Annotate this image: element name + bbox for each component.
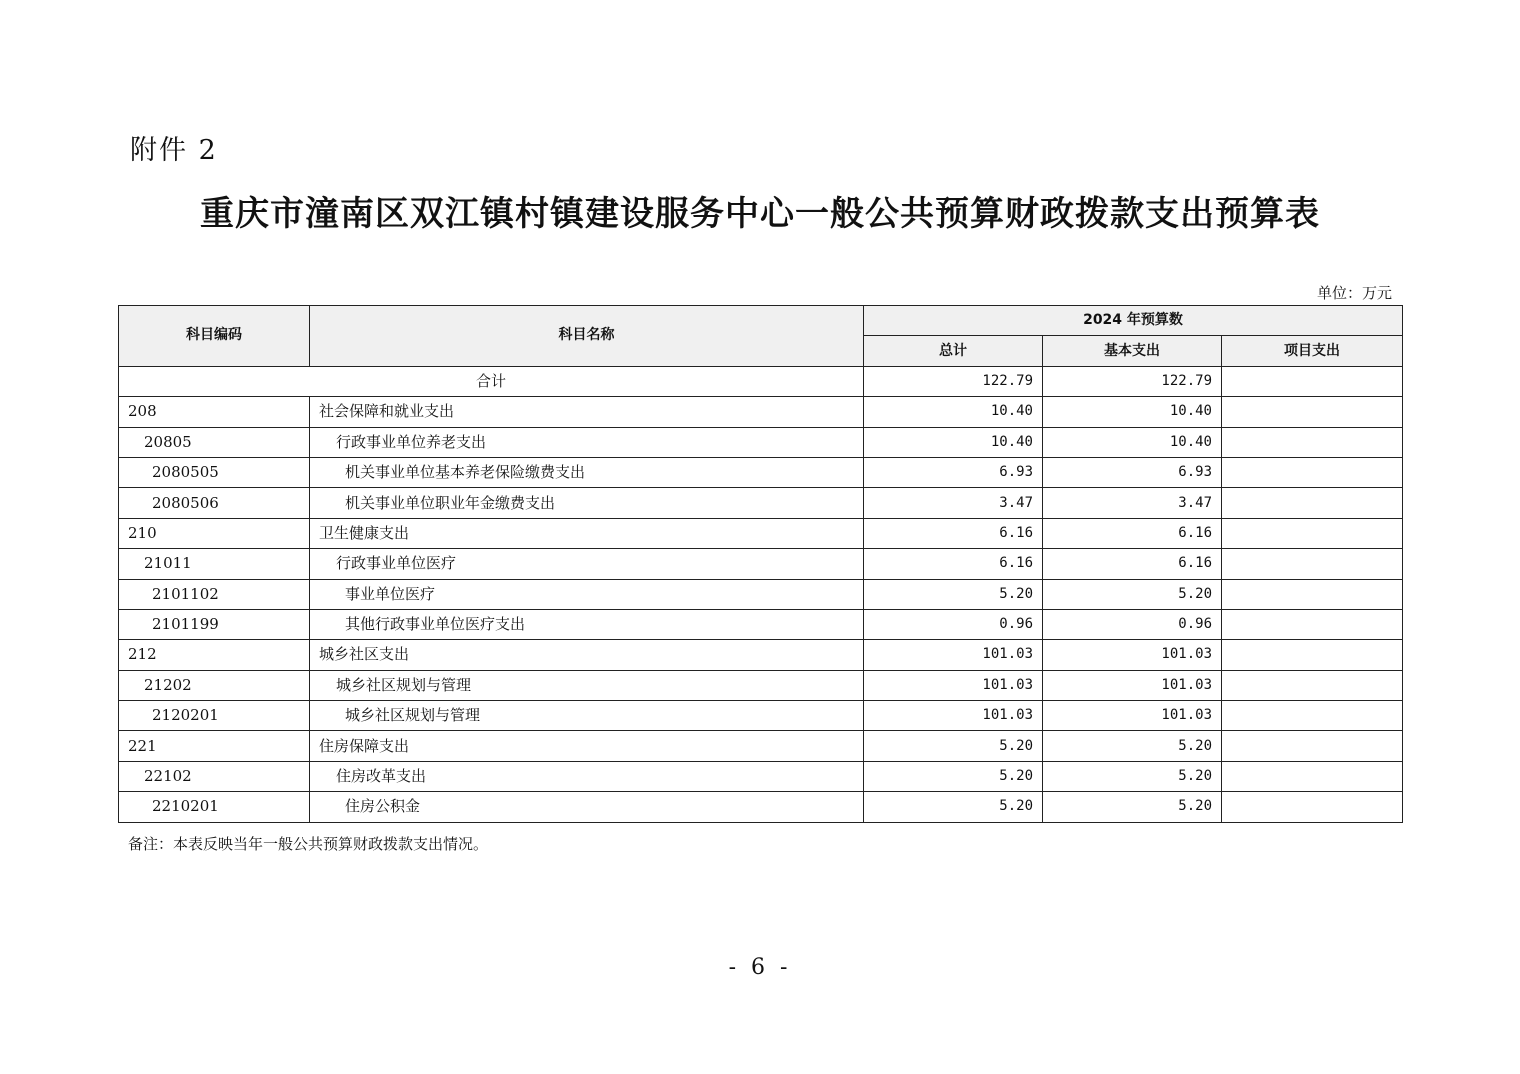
cell-basic: 10.40 [1043, 397, 1222, 427]
cell-project [1222, 761, 1403, 791]
total-project [1222, 366, 1403, 396]
total-basic: 122.79 [1043, 366, 1222, 396]
cell-total: 0.96 [864, 609, 1043, 639]
unit-label: 单位：万元 [1316, 284, 1392, 302]
cell-total: 101.03 [864, 670, 1043, 700]
cell-project [1222, 701, 1403, 731]
cell-code: 208 [119, 397, 310, 427]
cell-project [1222, 549, 1403, 579]
cell-project [1222, 518, 1403, 548]
table-row [119, 397, 1403, 427]
cell-project [1222, 670, 1403, 700]
table-row [119, 792, 1403, 822]
cell-total: 10.40 [864, 427, 1043, 457]
total-total: 122.79 [864, 366, 1043, 396]
cell-name: 卫生健康支出 [310, 518, 864, 548]
cell-basic: 5.20 [1043, 731, 1222, 761]
header-budget-group: 2024 年预算数 [864, 306, 1403, 336]
header-total: 总计 [864, 336, 1043, 366]
cell-code: 20805 [119, 427, 310, 457]
cell-project [1222, 397, 1403, 427]
cell-total: 5.20 [864, 579, 1043, 609]
cell-code: 2080506 [119, 488, 310, 518]
cell-basic: 5.20 [1043, 761, 1222, 791]
page-title: 重庆市潼南区双江镇村镇建设服务中心一般公共预算财政拨款支出预算表 [200, 194, 1320, 234]
cell-code: 21011 [119, 549, 310, 579]
cell-basic: 6.93 [1043, 457, 1222, 487]
total-label: 合计 [119, 366, 864, 396]
footnote: 备注：本表反映当年一般公共预算财政拨款支出情况。 [128, 835, 489, 853]
table-row [119, 670, 1403, 700]
cell-name: 事业单位医疗 [310, 579, 864, 609]
cell-code: 22102 [119, 761, 310, 791]
cell-code: 21202 [119, 670, 310, 700]
cell-code: 2101102 [119, 579, 310, 609]
table-row [119, 609, 1403, 639]
cell-name: 住房改革支出 [310, 761, 864, 791]
cell-project [1222, 731, 1403, 761]
cell-code: 2101199 [119, 609, 310, 639]
table-row [119, 549, 1403, 579]
cell-project [1222, 640, 1403, 670]
budget-table [118, 305, 1403, 823]
cell-code: 210 [119, 518, 310, 548]
total-row [119, 366, 1403, 396]
table-row [119, 701, 1403, 731]
cell-name: 机关事业单位职业年金缴费支出 [310, 488, 864, 518]
cell-code: 212 [119, 640, 310, 670]
cell-basic: 101.03 [1043, 701, 1222, 731]
page-number: - 6 - [728, 955, 792, 980]
table-row [119, 640, 1403, 670]
cell-basic: 0.96 [1043, 609, 1222, 639]
header-basic: 基本支出 [1043, 336, 1222, 366]
cell-name: 城乡社区规划与管理 [310, 670, 864, 700]
cell-basic: 5.20 [1043, 792, 1222, 822]
cell-name: 城乡社区支出 [310, 640, 864, 670]
cell-name: 住房保障支出 [310, 731, 864, 761]
header-project: 项目支出 [1222, 336, 1403, 366]
cell-basic: 5.20 [1043, 579, 1222, 609]
cell-basic: 6.16 [1043, 549, 1222, 579]
header-code: 科目编码 [119, 306, 310, 367]
cell-total: 101.03 [864, 640, 1043, 670]
table-row [119, 731, 1403, 761]
cell-project [1222, 488, 1403, 518]
cell-project [1222, 609, 1403, 639]
table-row [119, 518, 1403, 548]
attachment-label: 附件 2 [130, 135, 218, 166]
cell-total: 6.93 [864, 457, 1043, 487]
header-name: 科目名称 [310, 306, 864, 367]
cell-code: 2080505 [119, 457, 310, 487]
cell-code: 221 [119, 731, 310, 761]
cell-basic: 10.40 [1043, 427, 1222, 457]
cell-total: 10.40 [864, 397, 1043, 427]
cell-code: 2210201 [119, 792, 310, 822]
cell-total: 6.16 [864, 518, 1043, 548]
cell-name: 社会保障和就业支出 [310, 397, 864, 427]
cell-code: 2120201 [119, 701, 310, 731]
table-row [119, 457, 1403, 487]
cell-total: 5.20 [864, 792, 1043, 822]
cell-project [1222, 792, 1403, 822]
table-row [119, 579, 1403, 609]
cell-name: 机关事业单位基本养老保险缴费支出 [310, 457, 864, 487]
cell-total: 5.20 [864, 761, 1043, 791]
table-row [119, 427, 1403, 457]
cell-name: 住房公积金 [310, 792, 864, 822]
cell-name: 城乡社区规划与管理 [310, 701, 864, 731]
cell-name: 行政事业单位医疗 [310, 549, 864, 579]
table-row [119, 488, 1403, 518]
cell-name: 其他行政事业单位医疗支出 [310, 609, 864, 639]
cell-basic: 101.03 [1043, 670, 1222, 700]
cell-total: 3.47 [864, 488, 1043, 518]
cell-basic: 3.47 [1043, 488, 1222, 518]
cell-total: 6.16 [864, 549, 1043, 579]
table-row [119, 761, 1403, 791]
cell-basic: 6.16 [1043, 518, 1222, 548]
cell-project [1222, 457, 1403, 487]
cell-basic: 101.03 [1043, 640, 1222, 670]
cell-total: 101.03 [864, 701, 1043, 731]
cell-total: 5.20 [864, 731, 1043, 761]
cell-name: 行政事业单位养老支出 [310, 427, 864, 457]
cell-project [1222, 579, 1403, 609]
cell-project [1222, 427, 1403, 457]
